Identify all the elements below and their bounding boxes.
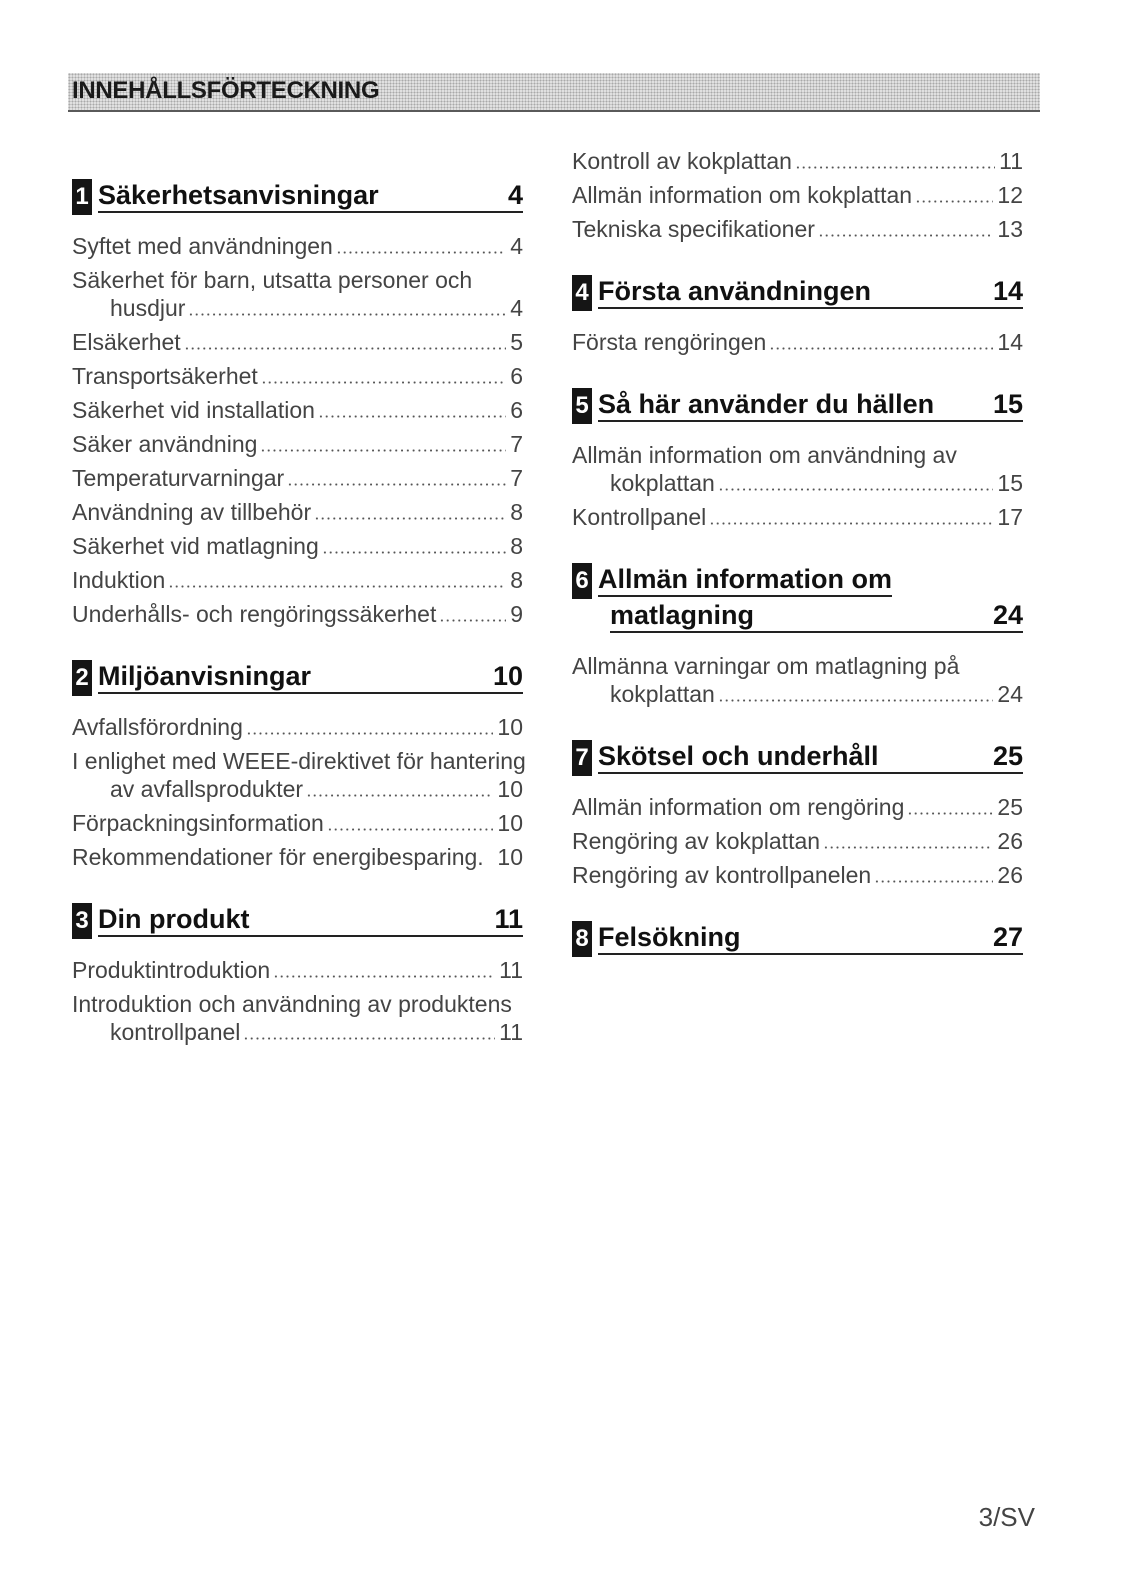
toc-entry bbox=[572, 147, 1023, 175]
toc-section-heading bbox=[72, 660, 523, 696]
toc-entry-line bbox=[572, 147, 1023, 175]
toc-entry-page: 11 bbox=[499, 1019, 523, 1045]
toc-entry-page: 24 bbox=[997, 681, 1023, 707]
toc-entry-line bbox=[72, 532, 523, 560]
toc-entry-page: 10 bbox=[497, 776, 523, 802]
toc-entry bbox=[72, 464, 523, 492]
section-heading-row bbox=[72, 179, 523, 215]
section-title: Allmän information om bbox=[598, 563, 892, 597]
dot-leader bbox=[306, 794, 493, 797]
section-title: Så här använder du hällen bbox=[598, 389, 935, 419]
toc-entry-line bbox=[72, 294, 523, 322]
toc-entry-line bbox=[572, 181, 1023, 209]
toc-entry bbox=[72, 566, 523, 594]
toc-entry-title: Allmän information om rengöring bbox=[572, 794, 905, 820]
toc-entry-title: Säker användning bbox=[72, 431, 258, 457]
dot-leader bbox=[915, 200, 993, 203]
section-title: Din produkt bbox=[98, 904, 250, 934]
section-title: Säkerhetsanvisningar bbox=[98, 180, 379, 210]
toc-entry-title: Transportsäkerhet bbox=[72, 363, 258, 389]
toc-entry-line bbox=[572, 861, 1023, 889]
toc-entry bbox=[572, 328, 1023, 356]
toc-entry-line bbox=[572, 503, 1023, 531]
toc-entry-page: 13 bbox=[997, 216, 1023, 242]
section-page: 14 bbox=[992, 276, 1023, 306]
toc-entry bbox=[72, 956, 523, 984]
dot-leader bbox=[287, 483, 506, 486]
toc-entry-page: 8 bbox=[510, 499, 523, 525]
toc-entry-line bbox=[72, 600, 523, 628]
toc-column-left bbox=[72, 147, 526, 1052]
toc-entry-page: 6 bbox=[510, 397, 523, 423]
toc-entry-title: Användning av tillbehör bbox=[72, 499, 312, 525]
toc-entry bbox=[572, 652, 1023, 708]
toc-section-heading bbox=[72, 903, 523, 939]
toc-entry bbox=[72, 498, 523, 526]
toc-entry bbox=[72, 328, 523, 356]
toc-entry bbox=[72, 809, 523, 837]
toc-entry-title: Kontroll av kokplattan bbox=[572, 148, 792, 174]
toc-entry bbox=[72, 990, 523, 1046]
dot-leader bbox=[246, 732, 494, 735]
toc-entry-title: Förpackningsinformation bbox=[72, 810, 324, 836]
toc-entry-title: Rengöring av kontrollpanelen bbox=[572, 862, 872, 888]
toc-entry bbox=[72, 266, 523, 322]
toc-entry-page: 7 bbox=[510, 431, 523, 457]
section-page: 4 bbox=[507, 180, 523, 210]
toc-entry bbox=[572, 215, 1023, 243]
toc-entry-title: Säkerhet vid matlagning bbox=[72, 533, 319, 559]
section-heading-row bbox=[72, 903, 523, 939]
toc-entry-line bbox=[72, 430, 523, 458]
section-heading-rule bbox=[98, 903, 523, 937]
page-title: INNEHÅLLSFÖRTECKNING bbox=[72, 77, 380, 104]
toc-entry-title: Introduktion och användning av produktens bbox=[72, 991, 512, 1017]
dot-leader bbox=[188, 313, 506, 316]
toc-entry-line bbox=[72, 1018, 523, 1046]
toc-entry-line bbox=[72, 843, 523, 871]
toc-entry-line bbox=[572, 328, 1023, 356]
dot-leader bbox=[314, 517, 506, 520]
toc-entry-title-continued: husdjur bbox=[110, 295, 186, 321]
toc-entry-line bbox=[72, 464, 523, 492]
dot-leader bbox=[907, 812, 993, 815]
section-heading-rule bbox=[598, 921, 1023, 955]
dot-leader bbox=[709, 522, 993, 525]
toc-entry-page: 5 bbox=[510, 329, 523, 355]
toc-entry-page: 15 bbox=[997, 470, 1023, 496]
toc-section-heading bbox=[572, 388, 1023, 424]
toc-entry-title: Kontrollpanel bbox=[572, 504, 707, 530]
toc-entry bbox=[572, 181, 1023, 209]
section-number-badge: 7 bbox=[572, 740, 592, 776]
toc-entry-title: Induktion bbox=[72, 567, 166, 593]
toc-entry-page: 12 bbox=[997, 182, 1023, 208]
toc-entry-page: 10 bbox=[497, 844, 523, 870]
toc-entry-title: Elsäkerhet bbox=[72, 329, 181, 355]
section-title-continued: matlagning bbox=[610, 600, 755, 630]
section-heading-row bbox=[572, 921, 1023, 957]
dot-leader bbox=[168, 585, 506, 588]
toc-entry-page: 26 bbox=[997, 828, 1023, 854]
section-heading-row bbox=[572, 275, 1023, 311]
toc-entry-page: 17 bbox=[997, 504, 1023, 530]
toc-entry-title: Allmän information om användning av bbox=[572, 442, 957, 468]
dot-leader bbox=[439, 619, 506, 622]
toc-entry-page: 9 bbox=[510, 601, 523, 627]
toc-entry-line bbox=[72, 809, 523, 837]
toc-entry-title: I enlighet med WEEE-direktivet för hantering bbox=[72, 748, 526, 774]
toc-entry-line bbox=[572, 827, 1023, 855]
section-page: 10 bbox=[492, 661, 523, 691]
toc-entry-line bbox=[72, 713, 523, 741]
toc-section-heading bbox=[572, 563, 1023, 635]
toc-entry-page: 14 bbox=[997, 329, 1023, 355]
section-title: Första användningen bbox=[598, 276, 872, 306]
toc-entry bbox=[572, 827, 1023, 855]
section-page: 15 bbox=[992, 389, 1023, 419]
section-title: Felsökning bbox=[598, 922, 741, 952]
dot-leader bbox=[184, 347, 507, 350]
toc-entry-page: 11 bbox=[999, 148, 1023, 174]
toc-entry-page: 10 bbox=[497, 810, 523, 836]
toc-entry-title: Allmänna varningar om matlagning på bbox=[572, 653, 960, 679]
toc-entry-title: Rekommendationer för energibesparing. bbox=[72, 844, 484, 870]
section-heading-row bbox=[72, 660, 523, 696]
section-heading-row bbox=[572, 563, 1023, 599]
section-number-badge: 6 bbox=[572, 563, 592, 599]
section-page: 24 bbox=[992, 600, 1023, 630]
section-heading-row-continued bbox=[572, 599, 1023, 635]
toc-entry-title: Första rengöringen bbox=[572, 329, 767, 355]
toc-entry-title: Säkerhet vid installation bbox=[72, 397, 315, 423]
dot-leader bbox=[322, 551, 506, 554]
section-number-badge: 5 bbox=[572, 388, 592, 424]
toc-entry-line bbox=[72, 232, 523, 260]
section-number-badge: 4 bbox=[572, 275, 592, 311]
section-heading-row bbox=[572, 740, 1023, 776]
toc-entry-page: 8 bbox=[510, 567, 523, 593]
toc-entry-line bbox=[572, 680, 1023, 708]
toc-entry-page: 4 bbox=[510, 233, 523, 259]
dot-leader bbox=[261, 381, 506, 384]
dot-leader bbox=[718, 488, 994, 491]
toc-entry bbox=[72, 532, 523, 560]
section-number-badge: 2 bbox=[72, 660, 92, 696]
toc-entry-line bbox=[72, 362, 523, 390]
section-heading-rule bbox=[598, 275, 1023, 309]
toc-entry-line bbox=[72, 566, 523, 594]
toc-entry-line bbox=[72, 775, 523, 803]
toc-entry-page: 11 bbox=[499, 957, 523, 983]
toc-entry bbox=[572, 503, 1023, 531]
toc-entry-title: Tekniska specifikationer bbox=[572, 216, 815, 242]
toc-entry bbox=[572, 441, 1023, 497]
dot-leader bbox=[818, 234, 994, 237]
section-heading-rule bbox=[610, 599, 1023, 633]
dot-leader bbox=[823, 846, 993, 849]
toc-entry bbox=[72, 747, 526, 803]
toc-entry-page: 6 bbox=[510, 363, 523, 389]
dot-leader bbox=[318, 415, 506, 418]
toc-entry-line bbox=[72, 396, 523, 424]
toc-entry-title: Rengöring av kokplattan bbox=[572, 828, 821, 854]
section-number-badge: 8 bbox=[572, 921, 592, 957]
dot-leader bbox=[769, 347, 993, 350]
toc-entry bbox=[72, 843, 523, 871]
toc-entry-title: Produktintroduktion bbox=[72, 957, 271, 983]
dot-leader bbox=[243, 1037, 495, 1040]
section-heading-rule bbox=[598, 388, 1023, 422]
toc-entry bbox=[72, 396, 523, 424]
toc-section-heading bbox=[572, 275, 1023, 311]
toc-section-heading bbox=[72, 179, 523, 215]
toc-entry-title-continued: kontrollpanel bbox=[110, 1019, 241, 1045]
toc-entry-line bbox=[572, 793, 1023, 821]
section-heading-rule bbox=[98, 179, 523, 213]
toc-entry-line bbox=[572, 469, 1023, 497]
section-number-badge: 1 bbox=[72, 179, 92, 215]
toc-entry bbox=[72, 713, 523, 741]
section-page: 25 bbox=[992, 741, 1023, 771]
toc-entry-title-continued: kokplattan bbox=[610, 681, 715, 707]
toc-title-bar bbox=[68, 73, 1040, 112]
dot-leader bbox=[273, 975, 495, 978]
toc-entry-page: 26 bbox=[997, 862, 1023, 888]
toc-entry-page: 8 bbox=[510, 533, 523, 559]
toc-entry bbox=[72, 362, 523, 390]
dot-leader bbox=[718, 699, 994, 702]
toc-entry bbox=[72, 600, 523, 628]
page-number: 3/SV bbox=[978, 1502, 1035, 1532]
toc-entry-title: Säkerhet för barn, utsatta personer och bbox=[72, 267, 473, 293]
section-heading-row bbox=[572, 388, 1023, 424]
toc-entry-page: 25 bbox=[997, 794, 1023, 820]
toc-entry-title: Underhålls- och rengöringssäkerhet bbox=[72, 601, 437, 627]
toc-entry-line bbox=[72, 498, 523, 526]
toc-entry bbox=[572, 861, 1023, 889]
toc-entry bbox=[72, 430, 523, 458]
section-page: 27 bbox=[992, 922, 1023, 952]
section-heading-rule bbox=[98, 660, 523, 694]
section-page: 11 bbox=[494, 904, 523, 934]
section-number-badge: 3 bbox=[72, 903, 92, 939]
section-title: Skötsel och underhåll bbox=[598, 741, 879, 771]
dot-leader bbox=[336, 251, 506, 254]
toc-entry-title-continued: kokplattan bbox=[610, 470, 715, 496]
toc-entry-page: 7 bbox=[510, 465, 523, 491]
toc-entry-title: Avfallsförordning bbox=[72, 714, 243, 740]
dot-leader bbox=[874, 880, 993, 883]
toc-entry-line bbox=[572, 215, 1023, 243]
toc-entry-title: Allmän information om kokplattan bbox=[572, 182, 913, 208]
toc-entry bbox=[572, 793, 1023, 821]
toc-entry-title-continued: av avfallsprodukter bbox=[110, 776, 304, 802]
section-heading-rule bbox=[598, 740, 1023, 774]
dot-leader bbox=[795, 166, 995, 169]
toc-section-heading bbox=[572, 921, 1023, 957]
toc-entry bbox=[72, 232, 523, 260]
toc-column-right bbox=[572, 147, 1023, 974]
toc-entry-line bbox=[72, 328, 523, 356]
dot-leader bbox=[327, 828, 494, 831]
toc-entry-line bbox=[72, 956, 523, 984]
toc-entry-page: 10 bbox=[497, 714, 523, 740]
section-title: Miljöanvisningar bbox=[98, 661, 312, 691]
toc-entry-title: Syftet med användningen bbox=[72, 233, 333, 259]
toc-entry-title: Temperaturvarningar bbox=[72, 465, 285, 491]
toc-section-heading bbox=[572, 740, 1023, 776]
leader-space bbox=[487, 862, 494, 865]
dot-leader bbox=[260, 449, 506, 452]
toc-entry-page: 4 bbox=[510, 295, 523, 321]
